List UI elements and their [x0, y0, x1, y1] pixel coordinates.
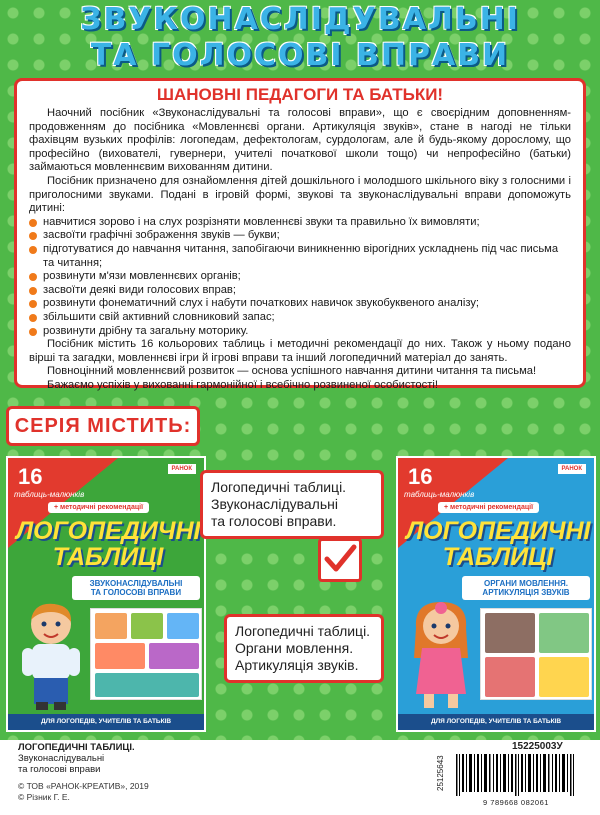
copyright: © ТОВ «РАНОК-КРЕАТИВ», 2019 © Різник Г. Е.	[18, 781, 149, 802]
page-title	[0, 2, 600, 74]
book-description-2: Логопедичні таблиці. Органи мовлення. Артикуляція звуків.	[224, 614, 384, 683]
list-item: розвинути дрібну та загальну моторику.	[29, 325, 571, 339]
title-line-2: ТА ГОЛОСОВІ ВПРАВИ	[90, 38, 510, 73]
intro-paragraph: Наочний посібник «Звуконаслідувальні та голосові вправи», що є своєрідним доповненням-продовженням до посібника «Мовленнєві органи. Артикуляція звуків», стане в нагоді не тільки фахівцям вузьких профілів: логопедам, дефектологам, сурдологам, але й будь-якому дорослому, що професійно (вихователі, гувернери, учителі початкової школи тощо) чи непрофесійно (батьки) займаються мовленнєвим вихованням дитини.	[29, 107, 571, 174]
checkmark-box	[318, 538, 362, 582]
bullet-dot-icon	[29, 273, 37, 281]
publisher-logo: РАНОК	[168, 464, 196, 474]
info-card	[14, 78, 586, 391]
book-description-1: Логопедичні таблиці. Звуконаслідувальні та голосові вправи.	[200, 470, 384, 539]
book-cover-speech-organs	[396, 456, 596, 732]
cover-title: ЛОГОПЕДИЧНІ ТАБЛИЦІ	[406, 517, 591, 571]
cover-subtitle: ЗВУКОНАСЛІДУВАЛЬНІ ТА ГОЛОСОВІ ВПРАВИ	[72, 576, 200, 600]
list-item: підготуватися до навчання читання, запобігаючи виникненню вірогідних ускладнень під час письма та читання;	[29, 243, 571, 270]
skills-list	[29, 216, 571, 338]
tables-count-label: таблиць-малюнків	[404, 490, 475, 499]
list-item: збільшити свій активний словниковий запас;	[29, 311, 571, 325]
bullet-dot-icon	[29, 314, 37, 322]
bullet-dot-icon	[29, 328, 37, 336]
tables-preview	[480, 608, 592, 700]
checkmark-icon	[321, 541, 359, 579]
list-item: розвинути м'язи мовленнєвих органів;	[29, 270, 571, 284]
publisher-logo: РАНОК	[558, 464, 586, 474]
list-item: засвоїти графічні зображення звуків — букви;	[29, 229, 571, 243]
barcode-icon	[454, 754, 578, 796]
card-heading: ШАНОВНІ ПЕДАГОГИ ТА БАТЬКИ!	[156, 85, 444, 104]
barcode-number: 9 789668 082061	[483, 798, 549, 807]
boy-illustration-icon	[14, 598, 88, 714]
method-badge: + методичні рекомендації	[48, 502, 149, 513]
book-cover-sound-exercises	[6, 456, 206, 732]
bullet-dot-icon	[29, 219, 37, 227]
development-paragraph: Повноцінний мовленнєвий розвиток — основа успішного навчання дитини читання та письма!	[47, 365, 537, 378]
contents-paragraph: Посібник містить 16 кольорових таблиць і методичні рекомендації до них. Також у ньому подано вірші та загадки, мовленнєві ігри й ігрові вправи та інший логопедичний матеріал до занять.	[29, 338, 571, 364]
series-info: ЛОГОПЕДИЧНІ ТАБЛИЦІ. Звуконаслідувальні та голосові вправи	[18, 742, 135, 775]
purpose-paragraph: Посібник призначено для ознайомлення дітей дошкільного і молодшого шкільного віку з голосними і приголосними звуками. Подані в ігровій формі, звукові та звуконаслідувальні вправи допоможуть дитині:	[29, 174, 571, 215]
bullet-dot-icon	[29, 300, 37, 308]
cover-title: ЛОГОПЕДИЧНІ ТАБЛИЦІ	[16, 517, 201, 571]
list-item: навчитися зорово і на слух розрізняти мовленнєві звуки та правильно їх вимовляти;	[29, 216, 571, 230]
cover-audience: ДЛЯ ЛОГОПЕДІВ, УЧИТЕЛІВ ТА БАТЬКІВ	[8, 714, 204, 730]
cover-subtitle: ОРГАНИ МОВЛЕННЯ. АРТИКУЛЯЦІЯ ЗВУКІВ	[462, 576, 590, 600]
bullet-dot-icon	[29, 287, 37, 295]
girl-illustration-icon	[404, 598, 478, 714]
bullet-dot-icon	[29, 232, 37, 240]
tables-count: 16	[18, 464, 43, 489]
method-badge: + методичні рекомендації	[438, 502, 539, 513]
list-item: розвинути фонематичний слух і набути початкових навичок звукобуквеного аналізу;	[29, 297, 571, 311]
title-line-1: ЗВУКОНАСЛІДУВАЛЬНІ	[80, 2, 520, 37]
tables-count-label: таблиць-малюнків	[14, 490, 85, 499]
tables-count: 16	[408, 464, 433, 489]
tables-preview	[90, 608, 202, 700]
bullet-dot-icon	[29, 246, 37, 254]
wishes-paragraph: Бажаємо успіхів у вихованні гармонійної і всебічно розвиненої особистості!	[47, 378, 438, 391]
product-code: 15225003У	[512, 741, 563, 752]
cover-audience: ДЛЯ ЛОГОПЕДІВ, УЧИТЕЛІВ ТА БАТЬКІВ	[398, 714, 594, 730]
series-label: СЕРІЯ МІСТИТЬ:	[6, 406, 200, 446]
list-item: засвоїти деякі види голосових вправ;	[29, 284, 571, 298]
side-code: 25125643	[436, 755, 445, 791]
